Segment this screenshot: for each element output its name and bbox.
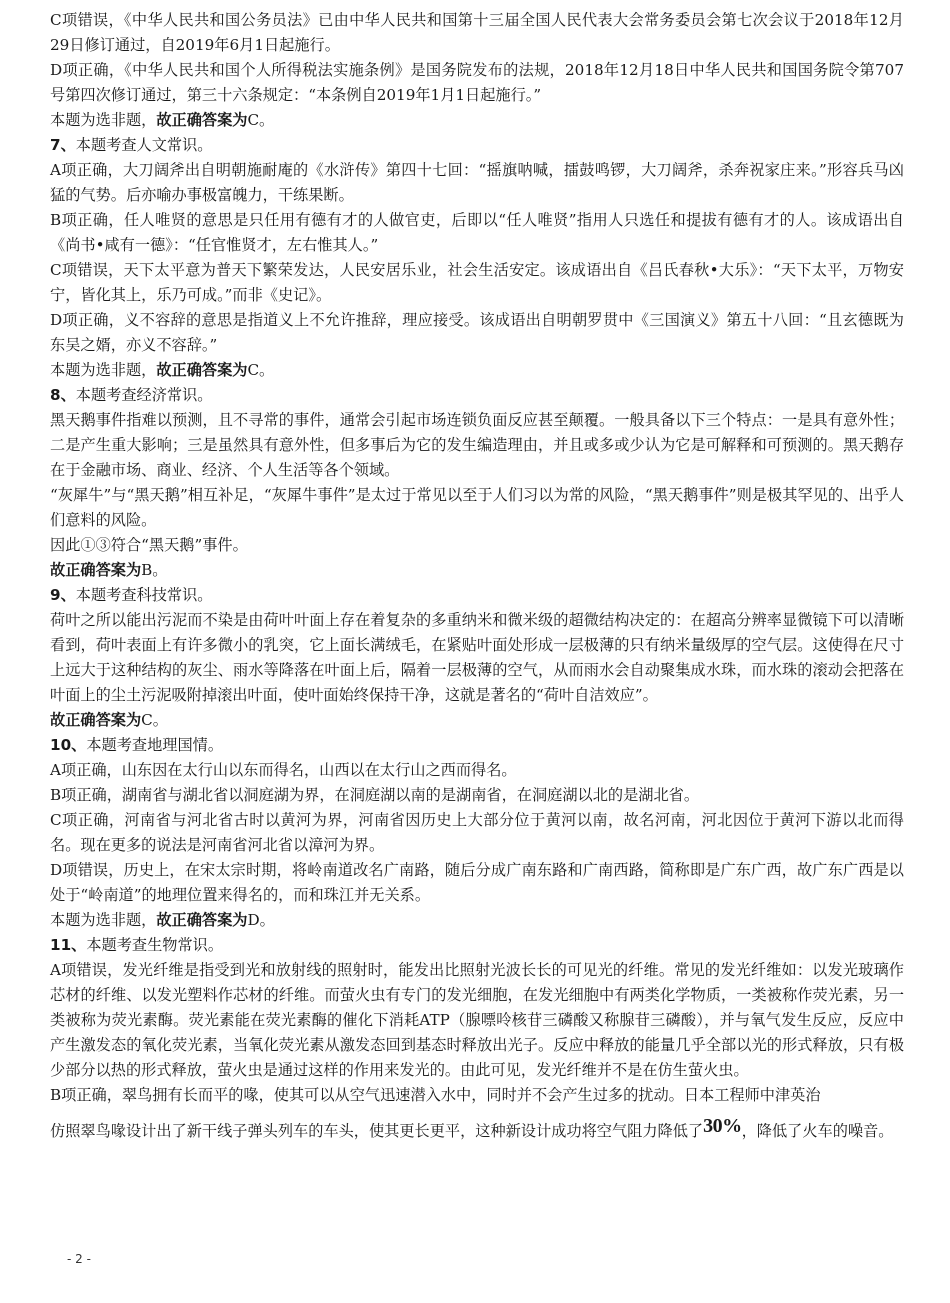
percent-value: 30% — [703, 1115, 742, 1137]
question-topic: 本题考查经济常识。 — [75, 386, 213, 404]
paragraph: C项错误，《中华人民共和国公务员法》已由中华人民共和国第十三届全国人民代表大会常务委员会第七次会议于2018年12月29日修订通过，自2019年6月1日起施行。 — [50, 11, 904, 54]
paragraph: D项错误，历史上，在宋太宗时期，将岭南道改名广南路，随后分成广南东路和广南西路，简称即是广东广西，故广东广西是以处于“岭南道”的地理位置来得名的，而和珠江并无关系。 — [50, 861, 904, 904]
question-topic: 本题考查人文常识。 — [75, 136, 213, 154]
answer-prefix: 本题为选非题， — [50, 911, 157, 929]
paragraph: A项正确，山东因在太行山以东而得名，山西以在太行山之西而得名。 — [50, 761, 517, 779]
question-heading — [50, 133, 904, 158]
question-number: 11、 — [50, 936, 87, 954]
question-topic: 本题考查科技常识。 — [75, 586, 213, 604]
paragraph: A项错误，发光纤维是指受到光和放射线的照射时，能发出比照射光波长长的可见光的纤维。常见的发光纤维如：以发光玻璃作芯材的纤维、以发光塑料作芯材的纤维。而萤火虫有专门的发光细胞，在发光细胞中有两类化学物质，一类被称作荧光素，另一类被称为荧光素酶。荧光素能在荧光素酶的催化下消耗ATP（腺嘌呤核苷三磷酸又称腺苷三磷酸），并与氧气发生反应，反应中产生激发态的氧化荧光素，当氧化荧光素从激发态回到基态时释放出光子。反应中释放的能量几乎全部以光的形式释放，只有极少部分以热的形式释放，萤火虫是通过这样的作用来发光的。由此可见，发光纤维并不是在仿生萤火虫。 — [50, 961, 904, 1079]
question-heading — [50, 583, 904, 608]
answer-choice: D。 — [247, 911, 275, 929]
question-heading — [50, 383, 904, 408]
answer-label: 故正确答案为 — [156, 911, 248, 929]
question-heading — [50, 733, 904, 758]
paragraph-text: 仿照翠鸟喙设计出了新干线子弹头列车的车头，使其更长更平，这种新设计成功将空气阻力降低了 — [50, 1122, 704, 1140]
answer-line — [50, 108, 904, 133]
answer-label: 故正确答案为 — [156, 111, 248, 129]
paragraph-text: ，降低了火车的噪音。 — [741, 1122, 894, 1140]
answer-label: 故正确答案为 — [50, 711, 142, 729]
paragraph: B项正确，湖南省与湖北省以洞庭湖为界，在洞庭湖以南的是湖南省，在洞庭湖以北的是湖北省。 — [50, 786, 700, 804]
question-number: 7、 — [50, 136, 76, 154]
paragraph: C项错误，天下太平意为普天下繁荣发达，人民安居乐业，社会生活安定。该成语出自《吕氏春秋•大乐》：“天下太平，万物安宁，皆化其上，乐乃可成。”而非《史记》。 — [50, 261, 904, 304]
question-number: 9、 — [50, 586, 76, 604]
answer-line — [50, 908, 904, 933]
paragraph: D项正确，义不容辞的意思是指道义上不允许推辞，理应接受。该成语出自明朝罗贯中《三国演义》第五十八回：“且玄德既为东吴之婿，亦义不容辞。” — [50, 311, 904, 354]
paragraph: A项正确，大刀阔斧出自明朝施耐庵的《水浒传》第四十七回：“摇旗呐喊，擂鼓鸣锣，大刀阔斧，杀奔祝家庄来。”形容兵马凶猛的气势。后亦喻办事极富魄力，干练果断。 — [50, 161, 904, 204]
paragraph: 因此①③符合“黑天鹅”事件。 — [50, 536, 248, 554]
question-topic: 本题考查生物常识。 — [86, 936, 224, 954]
paragraph: C项正确，河南省与河北省古时以黄河为界，河南省因历史上大部分位于黄河以南，故名河南，河北因位于黄河下游以北而得名。现在更多的说法是河南省河北省以漳河为界。 — [50, 811, 904, 854]
paragraph: “灰犀牛”与“黑天鹅”相互补足，“灰犀牛事件”是太过于常见以至于人们习以为常的风险，“黑天鹅事件”则是极其罕见的、出乎人们意料的风险。 — [50, 486, 904, 529]
answer-choice: C。 — [247, 361, 275, 379]
answer-line — [50, 358, 904, 383]
paragraph — [50, 1108, 904, 1150]
question-heading — [50, 933, 904, 958]
answer-prefix: 本题为选非题， — [50, 361, 157, 379]
answer-label: 故正确答案为 — [156, 361, 248, 379]
answer-choice: C。 — [141, 711, 168, 729]
question-number: 10、 — [50, 736, 87, 754]
answer-choice: B。 — [141, 561, 168, 579]
paragraph: 黑天鹅事件指难以预测，且不寻常的事件，通常会引起市场连锁负面反应甚至颠覆。一般具备以下三个特点：一是具有意外性；二是产生重大影响；三是虽然具有意外性，但多事后为它的发生编造理由，并且或多或少认为它是可解释和可预测的。黑天鹅存在于金融市场、商业、经济、个人生活等各个领域。 — [50, 411, 904, 479]
answer-label: 故正确答案为 — [50, 561, 142, 579]
question-number: 8、 — [50, 386, 76, 404]
page-number: - 2 - — [67, 1252, 91, 1266]
answer-choice: C。 — [247, 111, 275, 129]
paragraph: B项正确，任人唯贤的意思是只任用有德有才的人做官吏，后即以“任人唯贤”指用人只选任和提拔有德有才的人。该成语出自《尚书•咸有一德》：“任官惟贤才，左右惟其人。” — [50, 211, 904, 254]
answer-line — [50, 708, 904, 733]
paragraph: D项正确，《中华人民共和国个人所得税法实施条例》是国务院发布的法规，2018年12月18日中华人民共和国国务院令第707号第四次修订通过，第三十六条规定：“本条例自2019年1月1日起施行。” — [50, 61, 904, 104]
question-topic: 本题考查地理国情。 — [86, 736, 224, 754]
answer-line — [50, 558, 904, 583]
paragraph: B项正确，翠鸟拥有长而平的喙，使其可以从空气迅速潜入水中，同时并不会产生过多的扰动。日本工程师中津英治 — [50, 1086, 821, 1104]
answer-prefix: 本题为选非题， — [50, 111, 157, 129]
document-body — [50, 8, 904, 1150]
paragraph: 荷叶之所以能出污泥而不染是由荷叶叶面上存在着复杂的多重纳米和微米级的超微结构决定的：在超高分辨率显微镜下可以清晰看到，荷叶表面上有许多微小的乳突，它上面长满绒毛，在紧贴叶面处形成一层极薄的只有纳米量级厚的空气层。这使得在尺寸上远大于这种结构的灰尘、雨水等降落在叶面上后，隔着一层极薄的空气，从而雨水会自动聚集成水珠，而水珠的滚动会把落在叶面上的尘土污泥吸附掉滚出叶面，使叶面始终保持干净，这就是著名的“荷叶自洁效应”。 — [50, 611, 904, 704]
